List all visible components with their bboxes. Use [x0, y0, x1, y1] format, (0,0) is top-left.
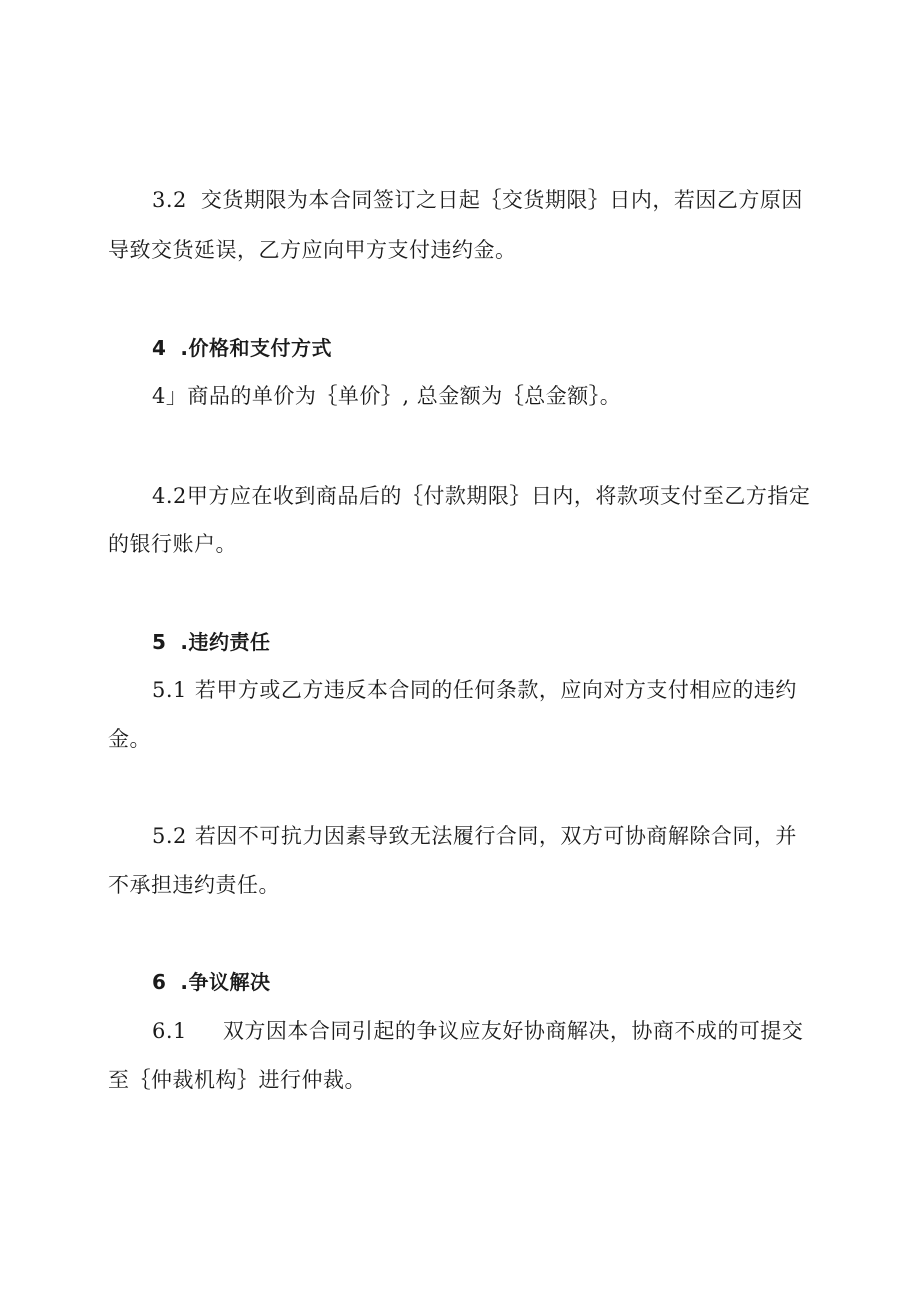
- clause-6-1-line-1: [152, 1017, 803, 1045]
- clause-number: 4.2: [152, 484, 187, 508]
- section-title: .价格和支付方式: [180, 336, 333, 360]
- clause-number: 3.2: [152, 188, 187, 212]
- clause-5-2-line-2: 不承担违约责任。: [108, 873, 280, 897]
- clause-number: 5.2: [152, 824, 187, 848]
- clause-6-1-line-2: 至｛仲裁机构｝进行仲裁。: [108, 1068, 366, 1092]
- clause-text: 若甲方或乙方违反本合同的任何条款，应向对方支付相应的违约: [194, 678, 797, 702]
- clause-5-1-line-2: 金。: [108, 727, 151, 751]
- section-5-heading: [152, 628, 271, 656]
- clause-text: 若因不可抗力因素导致无法履行合同，双方可协商解除合同，并: [194, 824, 797, 848]
- clause-4-2-line-2: 的银行账户。: [108, 532, 237, 556]
- clause-text: 交货期限为本合同签订之日起｛交货期限｝日内，若因乙方原因: [200, 188, 803, 212]
- clause-text: 甲方应在收到商品后的｛付款期限｝日内，将款项支付至乙方指定: [186, 484, 811, 508]
- clause-number: 5.1: [152, 678, 187, 702]
- clause-5-2-line-1: [152, 822, 797, 850]
- clause-5-1-line-1: [152, 676, 797, 704]
- section-4-heading: [152, 334, 332, 362]
- section-title: .争议解决: [180, 970, 271, 994]
- section-number: 4: [152, 336, 167, 360]
- clause-4-2-line-1: [152, 482, 810, 510]
- clause-number: 6.1: [152, 1019, 187, 1043]
- section-number: 6: [152, 970, 167, 994]
- clause-3-2-line-1: [152, 186, 803, 214]
- section-number: 5: [152, 630, 167, 654]
- clause-text: 商品的单价为｛单价｝, 总金额为｛总金额｝。: [187, 384, 622, 408]
- clause-4-1-line-1: [152, 382, 621, 410]
- clause-text: 双方因本合同引起的争议应友好协商解决，协商不成的可提交: [222, 1019, 804, 1043]
- clause-number: 4」: [152, 384, 188, 408]
- section-6-heading: [152, 968, 271, 996]
- clause-3-2-line-2: 导致交货延误，乙方应向甲方支付违约金。: [108, 238, 517, 262]
- section-title: .违约责任: [180, 630, 271, 654]
